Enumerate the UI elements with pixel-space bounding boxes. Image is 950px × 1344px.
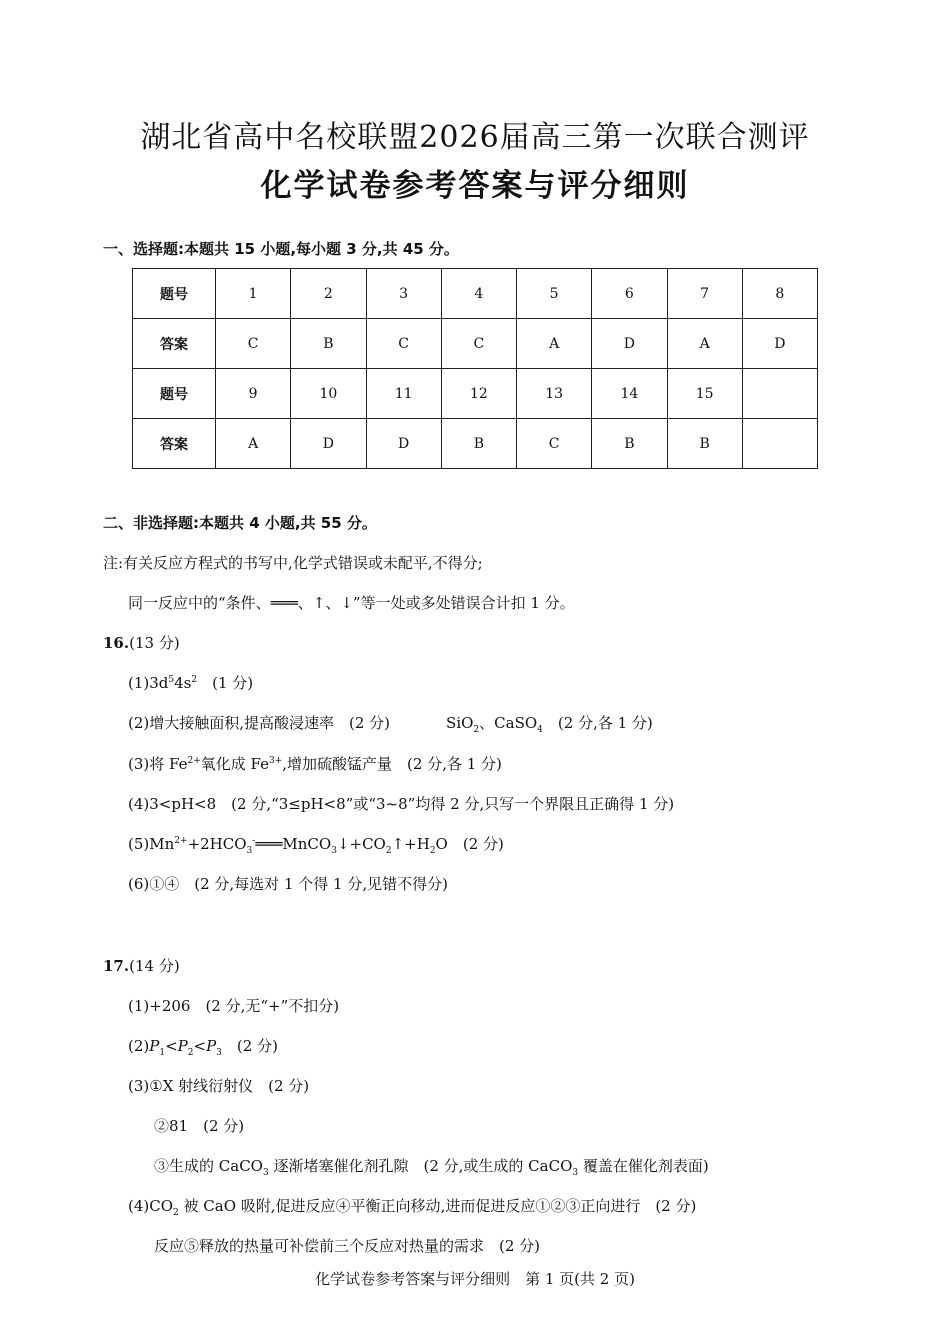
- question-number-cell: 11: [366, 369, 441, 419]
- q17-a2-var: P: [149, 1037, 160, 1055]
- question-number-cell: 14: [592, 369, 667, 419]
- q16-a5-eq: O (2 分): [435, 835, 504, 853]
- question-number-cell: 10: [291, 369, 366, 419]
- q17-a2-var: P: [177, 1037, 188, 1055]
- q17-a2-sub: 3: [216, 1048, 222, 1058]
- q17-a2-var: P: [206, 1037, 217, 1055]
- q16-answer-2: [128, 712, 653, 733]
- q17-a4-sub: 2: [173, 1208, 179, 1218]
- answer-cell: B: [592, 419, 667, 469]
- question-number-row: [133, 269, 818, 319]
- q16-a5-sup: 2+: [174, 836, 188, 846]
- q16-a2-formula: SiO: [446, 714, 474, 732]
- question-number-cell: 15: [667, 369, 742, 419]
- q16-a5-sup: -: [252, 836, 256, 846]
- q16-a5-eq: +2HCO: [187, 835, 247, 853]
- q16-answer-4: (4)3<pH<8 (2 分,“3≤pH<8”或“3~8”均得 2 分,只写一个界限且正确得 1 分): [128, 795, 675, 813]
- row-label-question-number: 题号: [133, 369, 216, 419]
- q16-a1-text: (1)3d: [128, 674, 169, 692]
- answer-cell: A: [517, 319, 592, 369]
- answer-cell: A: [216, 419, 291, 469]
- q16-a5-eq: (5)Mn: [128, 835, 175, 853]
- answer-row: [133, 319, 818, 369]
- q17-a3-sub: 3: [572, 1168, 579, 1178]
- q17-a2-sub: 1: [159, 1048, 166, 1058]
- question-number-cell: 2: [291, 269, 366, 319]
- q16-a1-sup: 2: [191, 675, 198, 685]
- q17-a3-sub: 3: [262, 1168, 269, 1178]
- note-line-2: 同一反应中的“条件、═══、↑、↓”等一处或多处错误合计扣 1 分。: [128, 594, 575, 612]
- answer-cell: A: [667, 319, 742, 369]
- answer-cell: C: [216, 319, 291, 369]
- question-number-cell: 12: [441, 369, 516, 419]
- question-number-cell: 8: [742, 269, 817, 319]
- answer-cell: D: [742, 319, 817, 369]
- answer-cell: C: [517, 419, 592, 469]
- answer-cell: C: [366, 319, 441, 369]
- q16-a3-text: (3)将 Fe: [128, 755, 188, 773]
- q16-score: (13 分): [129, 634, 180, 652]
- question-number-row: [133, 369, 818, 419]
- question-number-cell: 5: [517, 269, 592, 319]
- q17-a2-op: <: [193, 1037, 207, 1055]
- answer-cell: D: [366, 419, 441, 469]
- q16-a5-sub: 2: [429, 846, 436, 856]
- answer-cell: B: [441, 419, 516, 469]
- q17-a2-sub: 2: [187, 1048, 194, 1058]
- question-number-cell: 1: [216, 269, 291, 319]
- q16-a5-sub: 3: [331, 846, 337, 856]
- q16-answer-5: [128, 833, 504, 854]
- question-number-cell: 6: [592, 269, 667, 319]
- row-label-question-number: 题号: [133, 269, 216, 319]
- q17-label: 17.: [103, 957, 130, 975]
- q16-label: 16.: [103, 634, 130, 652]
- q16-a5-sub: 2: [385, 846, 392, 856]
- q16-a3-sup: 2+: [187, 756, 201, 766]
- q16-answer-1: [128, 672, 253, 693]
- q16-a2-formula: 、CaSO: [479, 714, 538, 732]
- q16-a2-score: (2 分,各 1 分): [557, 714, 653, 732]
- row-label-answer: 答案: [133, 319, 216, 369]
- row-label-answer: 答案: [133, 419, 216, 469]
- q16-a1-text: 4s: [174, 674, 192, 692]
- q17-a3-text: 覆盖在催化剂表面): [578, 1157, 709, 1175]
- q16-a5-eq: ↓+CO: [336, 835, 386, 853]
- q17-a4-text: 被 CaO 吸附,促进反应④平衡正向移动,进而促进反应①②③正向进行 (2 分): [178, 1197, 697, 1215]
- q17-a2-score: (2 分): [236, 1037, 278, 1055]
- answer-table: [132, 268, 818, 469]
- q16-a2-text: (2)增大接触面积,提高酸浸速率 (2 分): [128, 714, 391, 732]
- answer-cell: [742, 419, 817, 469]
- q17-answer-4-2: 反应⑤释放的热量可补偿前三个反应对热量的需求 (2 分): [154, 1237, 541, 1255]
- question-number-cell: [742, 369, 817, 419]
- q16-answer-6: (6)①④ (2 分,每选对 1 个得 1 分,见错不得分): [128, 875, 448, 893]
- q17-a3-text: 逐渐堵塞催化剂孔隙 (2 分,或生成的 CaCO: [268, 1157, 573, 1175]
- q17-answer-1: (1)+206 (2 分,无“+”不扣分): [128, 997, 340, 1015]
- q17-a3-text: ③生成的 CaCO: [154, 1157, 263, 1175]
- q17-a2-text: (2): [128, 1037, 150, 1055]
- q16-a1-score: (1 分): [212, 674, 254, 692]
- q17-a2-op: <: [165, 1037, 178, 1055]
- note-line-1: 注:有关反应方程式的书写中,化学式错误或未配平,不得分;: [103, 554, 483, 572]
- q16-answer-3: [128, 753, 502, 774]
- q16-a3-sup: 3+: [269, 756, 283, 766]
- document-subtitle: 化学试卷参考答案与评分细则: [260, 168, 690, 204]
- q17-answer-3-1: (3)①X 射线衍射仪 (2 分): [128, 1077, 310, 1095]
- question-number-cell: 7: [667, 269, 742, 319]
- q16-a2-sub: 2: [473, 725, 480, 735]
- question-number-cell: 4: [441, 269, 516, 319]
- answer-cell: D: [592, 319, 667, 369]
- page-footer: 化学试卷参考答案与评分细则 第 1 页(共 2 页): [315, 1270, 635, 1288]
- question-number-cell: 13: [517, 369, 592, 419]
- question-number-cell: 9: [216, 369, 291, 419]
- section2-heading: 二、非选择题:本题共 4 小题,共 55 分。: [103, 514, 377, 532]
- q16-a5-sub: 3: [246, 846, 253, 856]
- section1-heading: 一、选择题:本题共 15 小题,每小题 3 分,共 45 分。: [103, 240, 459, 258]
- q16-a3-text: ,增加硫酸锰产量 (2 分,各 1 分): [282, 755, 502, 773]
- q17-answer-3-3: [154, 1155, 709, 1176]
- answer-cell: C: [441, 319, 516, 369]
- q17-header: [103, 955, 180, 976]
- question-number-cell: 3: [366, 269, 441, 319]
- q16-header: [103, 632, 180, 653]
- q17-answer-3-2: ②81 (2 分): [154, 1117, 245, 1135]
- q17-answer-2: [128, 1035, 278, 1056]
- document-title: 湖北省高中名校联盟2026届高三第一次联合测评: [140, 120, 810, 155]
- q16-a3-text: 氧化成 Fe: [200, 755, 269, 773]
- answer-cell: B: [667, 419, 742, 469]
- q16-a2-sub: 4: [537, 725, 543, 735]
- q17-a4-text: (4)CO: [128, 1197, 174, 1215]
- answer-row: [133, 419, 818, 469]
- answer-cell: B: [291, 319, 366, 369]
- q17-score: (14 分): [129, 957, 180, 975]
- q16-a1-sup: 5: [168, 675, 175, 685]
- q16-a5-eq: ↑+H: [391, 835, 430, 853]
- answer-cell: D: [291, 419, 366, 469]
- q17-answer-4: [128, 1195, 696, 1216]
- q16-a5-eq: ═══MnCO: [255, 835, 332, 853]
